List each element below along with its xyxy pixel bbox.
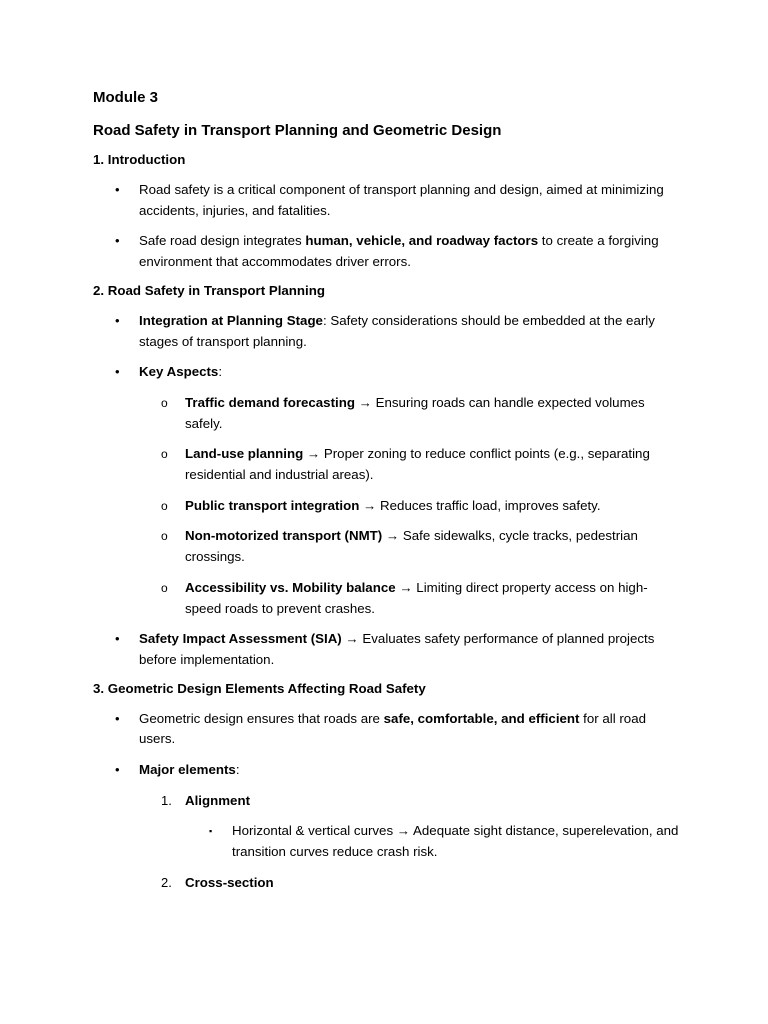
document-title: Road Safety in Transport Planning and Geometric Design xyxy=(93,122,502,139)
sub-sub-list-item xyxy=(93,821,683,862)
numbered-item xyxy=(93,873,683,894)
list-item xyxy=(93,180,683,221)
sub-sub-item-text: Horizontal & vertical curves → Adequate sight distance, superelevation, and transition curves reduce crash risk. xyxy=(232,823,679,860)
list-item-text: : xyxy=(235,762,240,778)
square-marker: ▪ xyxy=(209,826,213,837)
document-body xyxy=(93,87,683,894)
circle-marker: o xyxy=(161,447,168,462)
sub-list-item xyxy=(93,393,683,434)
sub-list-item xyxy=(93,578,683,619)
list-item xyxy=(93,362,683,383)
section-heading-introduction: 1. Introduction xyxy=(93,152,186,167)
numbered-item xyxy=(93,791,683,812)
section-heading-geometric-design: 3. Geometric Design Elements Affecting Road Safety xyxy=(93,680,426,696)
list-item-bold-text: Safety Impact Assessment (SIA) xyxy=(139,631,342,647)
bullet-marker: • xyxy=(115,710,120,726)
numbered-item-label: Cross-section xyxy=(185,874,274,890)
circle-marker: o xyxy=(161,498,168,513)
sub-item-text: → Proper zoning to reduce conflict points (e.g., separating residential and industrial areas). xyxy=(185,446,650,483)
section-heading-transport-planning: 2. Road Safety in Transport Planning xyxy=(93,282,325,298)
list-item-text: → Evaluates safety performance of planned projects before implementation. xyxy=(139,631,655,667)
number-marker: 1. xyxy=(161,792,172,808)
list-item-text: Road safety is a critical component of transport planning and design, aimed at minimizing accidents, injuries, and fatalities. xyxy=(139,182,664,218)
bullet-marker: • xyxy=(115,312,120,328)
sub-item-bold-text: Traffic demand forecasting xyxy=(185,394,355,410)
list-item-text: Geometric design ensures that roads are xyxy=(139,710,384,726)
numbered-item-label: Alignment xyxy=(185,792,251,808)
list-item xyxy=(93,709,683,750)
list-item-text: for all road users. xyxy=(139,710,646,747)
circle-marker: o xyxy=(161,529,168,544)
list-item-text: : xyxy=(218,364,223,380)
list-item-bold-text: human, vehicle, and roadway factors xyxy=(305,233,539,249)
list-item xyxy=(93,760,683,781)
bullet-marker: • xyxy=(115,762,120,778)
list-item-text: to create a forgiving environment that accommodates driver errors. xyxy=(139,233,659,270)
sub-item-text: → Safe sidewalks, cycle tracks, pedestrian crossings. xyxy=(185,528,638,565)
number-marker: 2. xyxy=(161,874,172,890)
list-item-text: Safe road design integrates xyxy=(139,233,306,249)
bullet-marker: • xyxy=(115,182,120,197)
sub-list-item xyxy=(93,444,683,485)
bullet-marker: • xyxy=(115,364,120,380)
sub-item-text: → Limiting direct property access on high-speed roads to prevent crashes. xyxy=(185,579,648,616)
sub-item-text: → Ensuring roads can handle expected volumes safely. xyxy=(185,394,645,431)
sub-list-item xyxy=(93,526,683,567)
list-item-bold-text: safe, comfortable, and efficient xyxy=(383,710,580,726)
bullet-marker: • xyxy=(115,631,120,647)
list-item xyxy=(93,231,683,272)
list-item xyxy=(93,629,683,670)
bullet-marker: • xyxy=(115,233,120,249)
sub-item-bold-text: Non-motorized transport (NMT) xyxy=(185,528,383,544)
module-title: Module 3 xyxy=(93,89,159,106)
circle-marker: o xyxy=(161,395,168,410)
list-item-text: : Safety considerations should be embedded at the early stages of transport planning. xyxy=(139,312,655,349)
circle-marker: o xyxy=(161,580,168,595)
list-item-bold-text: Major elements xyxy=(139,762,236,778)
sub-item-bold-text: Public transport integration xyxy=(185,497,360,513)
sub-item-bold-text: Accessibility vs. Mobility balance xyxy=(185,579,396,595)
sub-item-bold-text: Land-use planning xyxy=(185,446,304,462)
sub-item-text: → Reduces traffic load, improves safety. xyxy=(359,497,601,513)
list-item-bold-text: Key Aspects xyxy=(139,364,219,380)
list-item xyxy=(93,311,683,352)
sub-list-item xyxy=(93,496,683,517)
list-item-bold-text: Integration at Planning Stage xyxy=(139,312,323,328)
